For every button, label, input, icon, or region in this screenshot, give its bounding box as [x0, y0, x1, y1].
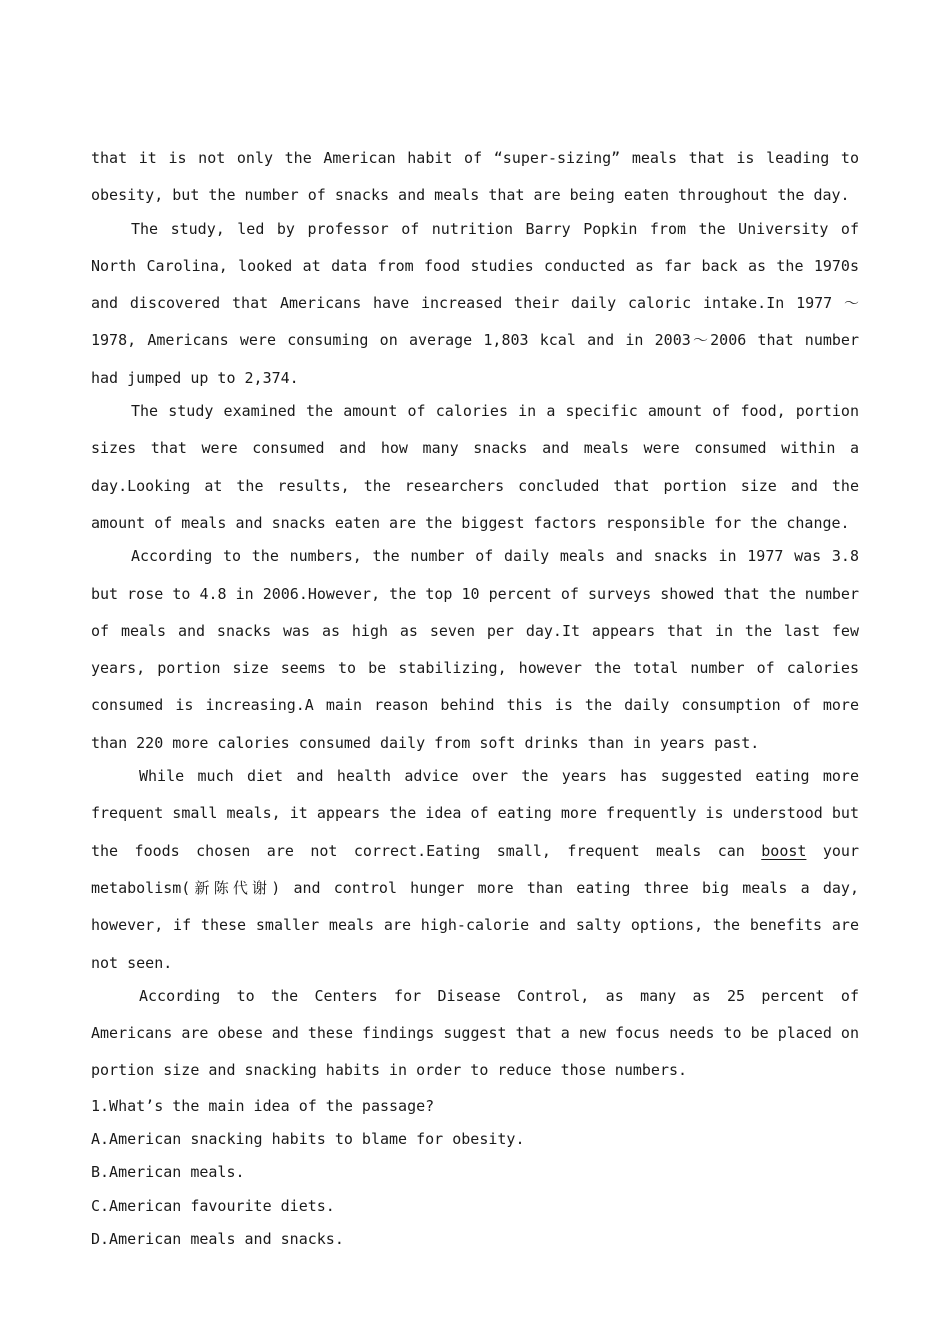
paragraph-diet-advice-before: While much diet and health advice over the years has suggested eating more frequent small meals, it appears the idea of eating more frequently is understood but the foods chosen are not correct.Eating small, frequent meals can: [91, 767, 859, 860]
paragraph-diet-advice-after: your metabolism(新陈代谢) and control hunger more than eating three big meals a day, however, if these smaller meals are high-calorie and salty options, the benefits are not seen.: [91, 841, 859, 972]
option-b: B.American meals.: [91, 1163, 245, 1182]
paragraph-study-intro: The study, led by professor of nutrition Barry Popkin from the University of North Carolina, looked at data from food studies conducted as far back as the 1970s and discovered that Americans have increased their daily caloric intake.In 1977 ～ 1978, Americans were consuming on average 1,803 kcal and in 2003～2006 that number had jumped up to 2,374.: [91, 219, 859, 387]
option-d: D.American meals and snacks.: [91, 1229, 344, 1248]
paragraph-diet-advice: [91, 758, 859, 982]
question-stem: 1.What’s the main idea of the passage?: [91, 1096, 435, 1115]
paragraph-numbers: According to the numbers, the number of daily meals and snacks in 1977 was 3.8 but rose to 4.8 in 2006.However, the top 10 percent of surveys showed that the number of meals and snacks was as high as seven per day.It appears that in the last few years, portion size seems to be stabilizing, however the total number of calories consumed is increasing.A main reason behind this is the daily consumption of more than 220 more calories consumed daily from soft drinks than in years past.: [91, 547, 859, 752]
underlined-word-boost: boost: [761, 841, 807, 860]
question-block: [91, 1090, 859, 1256]
document-page: [91, 140, 859, 1256]
paragraph-cdc: According to the Centers for Disease Control, as many as 25 percent of Americans are obese and these findings suggest that a new focus needs to be placed on portion size and snacking habits in order to reduce those numbers.: [91, 986, 859, 1080]
paragraph-study-method: The study examined the amount of calories in a specific amount of food, portion sizes that were consumed and how many snacks and meals were consumed within a day.Looking at the results, the researchers concluded that portion size and the amount of meals and snacks eaten are the biggest factors responsible for the change.: [91, 402, 859, 532]
option-a: A.American snacking habits to blame for obesity.: [91, 1130, 525, 1149]
option-c: C.American favourite diets.: [91, 1196, 335, 1215]
paragraph-continuation: that it is not only the American habit of “super-sizing” meals that is leading to obesity, but the number of snacks and meals that are being eaten throughout the day.: [91, 149, 859, 205]
